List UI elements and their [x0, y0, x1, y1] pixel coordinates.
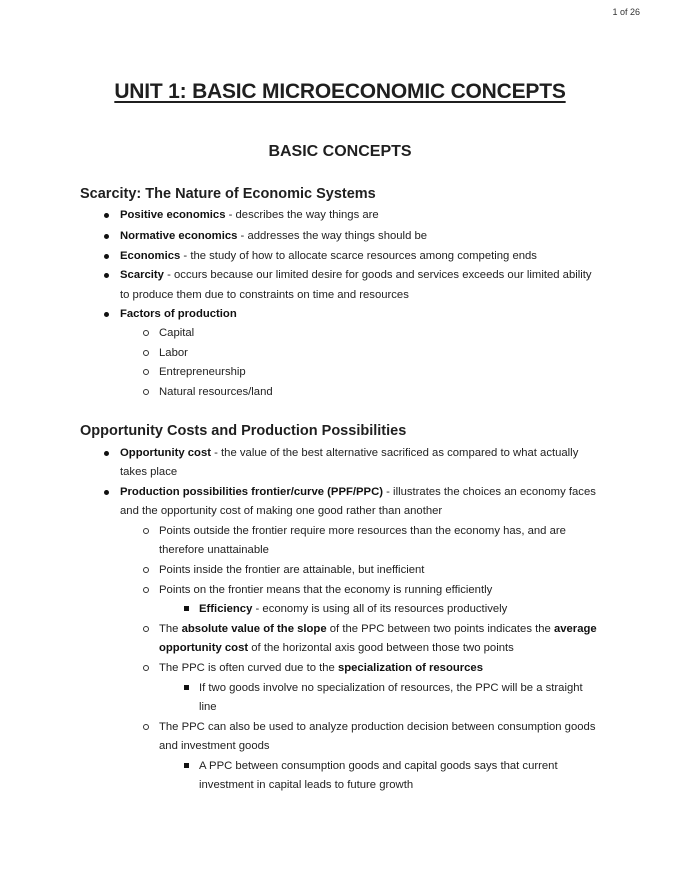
- hollow-bullet: [143, 626, 149, 632]
- square-bullet: [184, 606, 189, 611]
- list-item: Opportunity cost - the value of the best alternative sacrificed as compared to what actually: [120, 447, 579, 459]
- sub-item-continuation: and investment goods: [159, 740, 270, 752]
- factor-item: Capital: [159, 327, 195, 339]
- list-item: Positive economics - describes the way things are: [120, 209, 379, 221]
- hollow-bullet: [143, 724, 149, 730]
- bullet: [104, 490, 109, 495]
- factor-item: Natural resources/land: [159, 386, 273, 398]
- list-item: Economics - the study of how to allocate scarce resources among competing ends: [120, 250, 537, 262]
- square-bullet: [184, 763, 189, 768]
- hollow-bullet: [143, 587, 149, 593]
- bullet: [104, 273, 109, 278]
- list-item-continuation: takes place: [120, 466, 178, 478]
- sub-item-continuation: therefore unattainable: [159, 544, 269, 556]
- sub-sub-item: Efficiency - economy is using all of its resources productively: [199, 603, 508, 615]
- page-number: 1 of 26: [612, 7, 640, 17]
- sub-item: The absolute value of the slope of the PPC between two points indicates the average: [159, 623, 597, 635]
- scarcity-heading: Scarcity: The Nature of Economic Systems: [80, 186, 376, 202]
- sub-sub-item-continuation: investment in capital leads to future growth: [199, 779, 414, 791]
- bullet: [104, 213, 109, 218]
- sub-item: The PPC is often curved due to the specialization of resources: [159, 662, 483, 674]
- unit-title: UNIT 1: BASIC MICROECONOMIC CONCEPTS: [114, 80, 566, 103]
- square-bullet: [184, 685, 189, 690]
- bullet: [104, 254, 109, 259]
- sub-item: Points on the frontier means that the economy is running efficiently: [159, 584, 493, 596]
- hollow-bullet: [143, 330, 149, 336]
- factor-item: Labor: [159, 347, 188, 359]
- hollow-bullet: [143, 369, 149, 375]
- bullet: [104, 312, 109, 317]
- hollow-bullet: [143, 567, 149, 573]
- sub-item-continuation: opportunity cost of the horizontal axis good between those two points: [159, 642, 514, 654]
- bullet: [104, 451, 109, 456]
- hollow-bullet: [143, 528, 149, 534]
- sub-item: The PPC can also be used to analyze production decision between consumption goods: [159, 721, 596, 733]
- factor-item: Entrepreneurship: [159, 366, 246, 378]
- list-item-continuation: to produce them due to constraints on time and resources: [120, 289, 409, 301]
- hollow-bullet: [143, 350, 149, 356]
- bullet: [104, 234, 109, 239]
- sub-sub-item: A PPC between consumption goods and capital goods says that current: [199, 760, 558, 772]
- hollow-bullet: [143, 389, 149, 395]
- hollow-bullet: [143, 665, 149, 671]
- sub-item: Points inside the frontier are attainable, but inefficient: [159, 564, 425, 576]
- list-item: Factors of production: [120, 308, 237, 320]
- sub-item: Points outside the frontier require more resources than the economy has, and are: [159, 525, 566, 537]
- list-item-continuation: and the opportunity cost of making one good rather than another: [120, 505, 443, 517]
- sub-sub-item: If two goods involve no specialization of resources, the PPC will be a straight: [199, 682, 583, 694]
- list-item: Normative economics - addresses the way things should be: [120, 230, 428, 242]
- sub-sub-item-continuation: line: [199, 701, 217, 713]
- opportunity-heading: Opportunity Costs and Production Possibilities: [80, 423, 407, 439]
- list-item: Production possibilities frontier/curve (PPF/PPC) - illustrates the choices an economy faces: [120, 486, 596, 498]
- list-item: Scarcity - occurs because our limited desire for goods and services exceeds our limited ability: [120, 269, 592, 281]
- section-title: BASIC CONCEPTS: [268, 143, 412, 160]
